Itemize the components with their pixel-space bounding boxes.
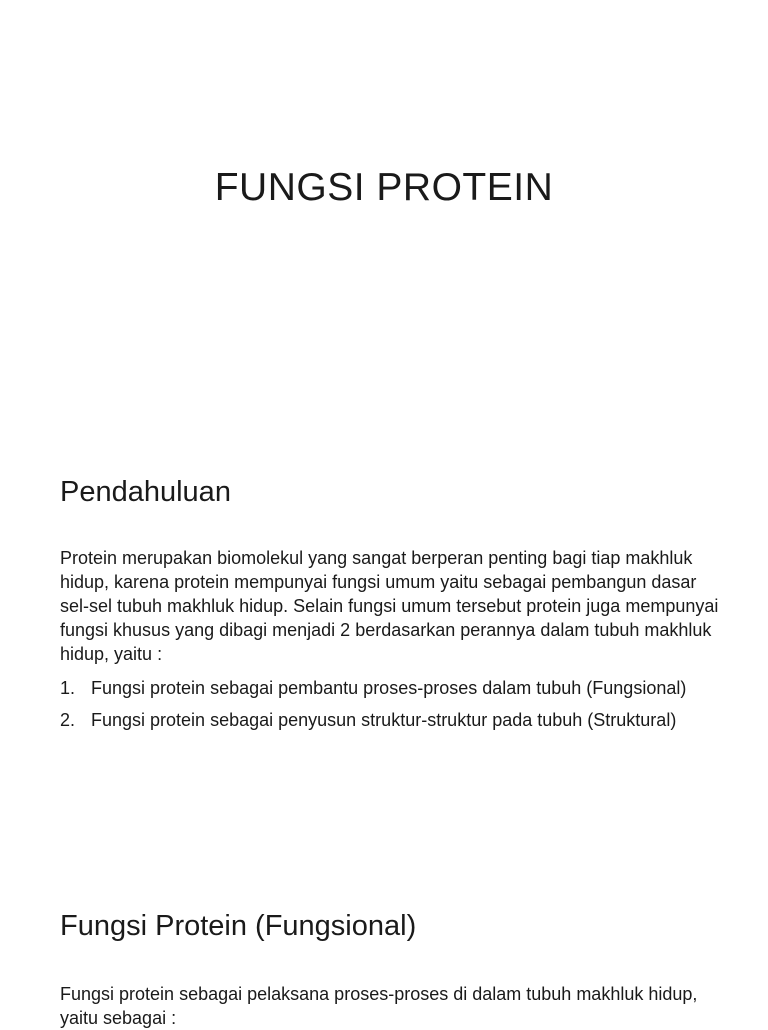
slide-pendahuluan [0,432,768,852]
fungsional-paragraph: Fungsi protein sebagai pelaksana proses-proses di dalam tubuh makhluk hidup, yaitu sebagai : [60,984,698,1028]
list-item [60,676,720,700]
list-item-number: 1. [60,678,76,698]
list-item [60,708,720,732]
slide-title [0,0,768,420]
list-item-number: 2. [60,710,76,730]
presentation-title: FUNGSI PROTEIN [214,166,554,209]
list-item-text: Fungsi protein sebagai pembantu proses-proses dalam tubuh (Fungsional) [91,678,687,698]
slide-heading-fungsional: Fungsi Protein (Fungsional) [60,910,417,942]
intro-paragraph: Protein merupakan biomolekul yang sangat berperan penting bagi tiap makhluk hidup, karena protein mempunyai fungsi umum yaitu sebagai pembangun dasar sel-sel tubuh makhluk hidup. Selain fungsi umum tersebut protein juga mempunyai fungsi khusus yang dibagi menjadi 2 berdasarkan perannya dalam tubuh makhluk hidup, yaitu : [60,548,719,664]
list-item-text: Fungsi protein sebagai penyusun struktur-struktur pada tubuh (Struktural) [91,710,677,730]
function-list [60,676,720,740]
slide-fungsional [0,864,768,1028]
slide-heading-pendahuluan: Pendahuluan [60,476,231,508]
